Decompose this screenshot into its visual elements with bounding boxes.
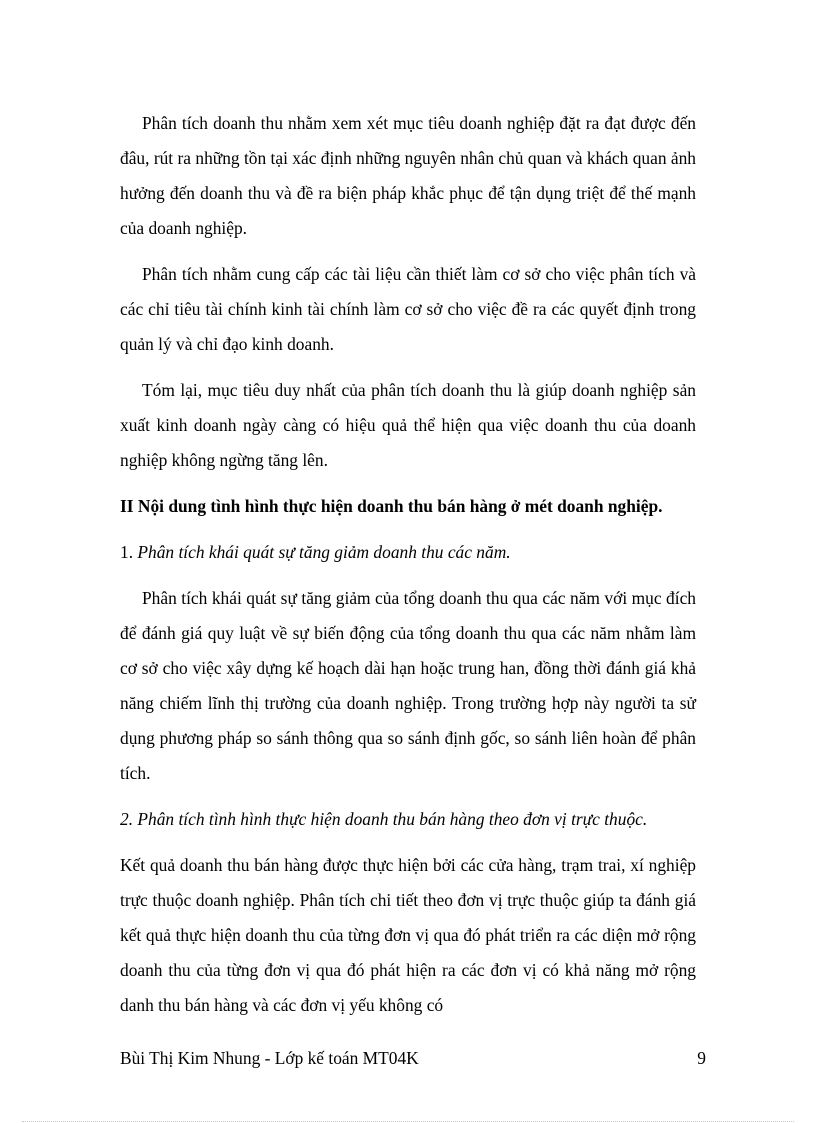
footer-author: Bùi Thị Kim Nhung - Lớp kế toán MT04K [120,1048,419,1068]
subsection-heading-2 [120,802,696,837]
paragraph-analysis-information: Phân tích nhằm cung cấp các tài liệu cần thiết làm cơ sở cho việc phân tích và các chỉ tiêu tài chính kinh tài chính làm cơ sở cho việc đề ra các quyết định trong quản lý và chỉ đạo kinh doanh. [120,264,696,354]
subsection-2-title: 2. Phân tích tình hình thực hiện doanh thu bán hàng theo đơn vị trực thuộc. [120,809,648,829]
subsection-1-title: Phân tích khái quát sự tăng giảm doanh thu các năm. [137,542,511,562]
subsection-1-number: 1. [120,542,134,562]
page-body [120,106,696,1034]
section-heading: II Nội dung tình hình thực hiện doanh thu bán hàng ở mét doanh nghiệp. [120,496,663,516]
paragraph-general-analysis: Phân tích khái quát sự tăng giảm của tổng doanh thu qua các năm với mục đích để đánh giá quy luật về sự biến động của tổng doanh thu qua các năm nhằm làm cơ sở cho việc xây dựng kế hoạch dài hạn hoặc trung han, đồng thời đánh giá khả năng chiếm lĩnh thị trường của doanh nghiệp. Trong trường hợp này người ta sử dụng phương pháp so sánh thông qua so sánh định gốc, so sánh liên hoàn để phân tích. [120,588,696,783]
paragraph-unit-analysis: Kết quả doanh thu bán hàng được thực hiện bởi các cửa hàng, trạm trai, xí nghiệp trực thuộc doanh nghiệp. Phân tích chi tiết theo đơn vị trực thuộc giúp ta đánh giá kết quả thực hiện doanh thu của từng đơn vị qua đó phát triển ra các diện mở rộng doanh thu của từng đơn vị qua đó phát hiện ra các đơn vị có khả năng mở rộng danh thu bán hàng và các đơn vị yếu không có [120,855,696,1015]
paragraph-revenue-analysis-purpose: Phân tích doanh thu nhằm xem xét mục tiêu doanh nghiệp đặt ra đạt được đến đâu, rút ra những tồn tại xác định những nguyên nhân chủ quan và khách quan ảnh hưởng đến doanh thu và đề ra biện pháp khắc phục để tận dụng triệt để thế mạnh của doanh nghiệp. [120,113,696,238]
page-number: 9 [697,1048,706,1068]
page-break-divider [22,1121,794,1122]
subsection-heading-1 [120,535,696,570]
paragraph-summary: Tóm lại, mục tiêu duy nhất của phân tích doanh thu là giúp doanh nghiệp sản xuất kinh doanh ngày càng có hiệu quả thể hiện qua việc doanh thu của doanh nghiệp không ngừng tăng lên. [120,380,696,470]
